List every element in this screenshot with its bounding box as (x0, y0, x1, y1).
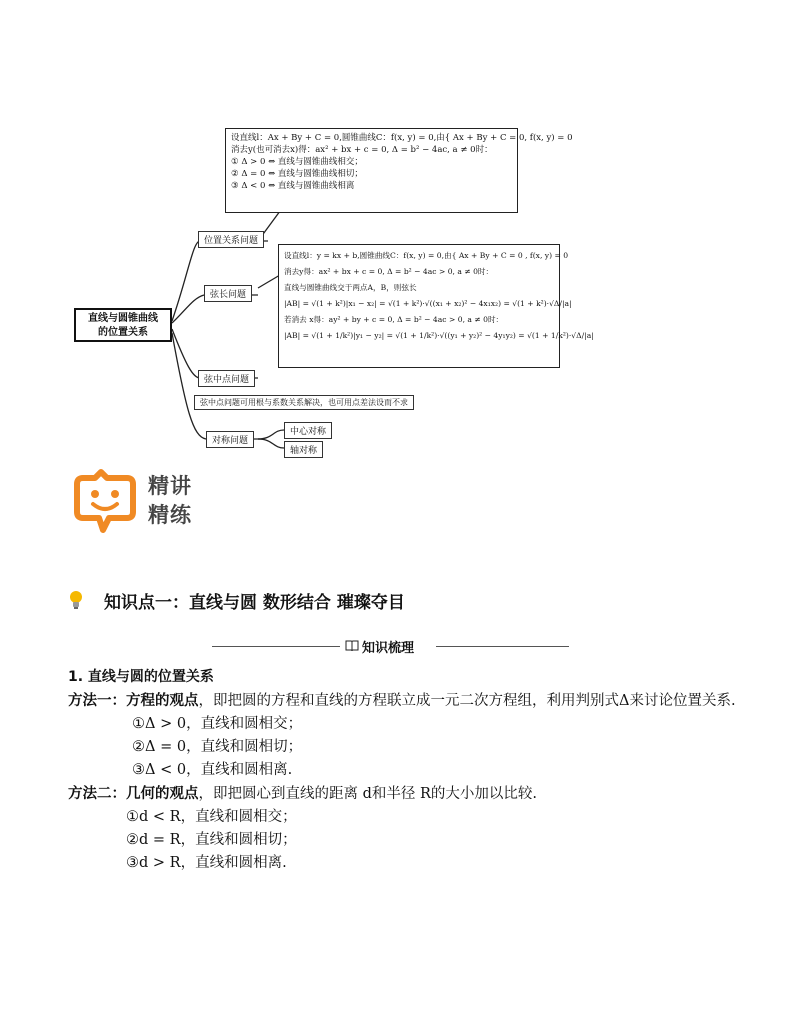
lightbulb-icon (68, 590, 84, 610)
position-relation-box (225, 128, 573, 213)
branch-position: 位置关系问题 (198, 231, 264, 248)
center-line-1: 直线与圆锥曲线 (88, 313, 158, 324)
divider-left (212, 646, 340, 647)
chord-line-3: 直线与圆锥曲线交于两点A，B，则弦长 (284, 283, 417, 292)
position-line-3: ① Δ > 0 ⇔ 直线与圆锥曲线相交； (231, 157, 363, 167)
content-body (68, 666, 738, 875)
method2-label: 方法二：几何的观点 (68, 785, 199, 802)
branch-symmetry: 对称问题 (206, 431, 254, 448)
method1-text: ，即把圆的方程和直线的方程联立成一元二次方程组，利用判别式Δ来讨论位置关系. (198, 693, 736, 709)
m2-item-3: ③d > R，直线和圆相离. (126, 855, 287, 871)
midpoint-note-box: 弦中点问题可用根与系数关系解决，也可用点差法设而不求 (194, 395, 414, 410)
center-line-2: 的位置关系 (98, 327, 148, 338)
book-icon (345, 639, 359, 652)
symmetry-item-center: 中心对称 (284, 422, 332, 439)
method1-label: 方法一：方程的观点 (68, 692, 199, 709)
m2-item-1: ①d < R，直线和圆相交； (126, 809, 297, 825)
position-line-2: 消去y(也可消去x)得：ax² + bx + c = 0, Δ = b² − 4ac, a ≠ 0时： (231, 145, 493, 155)
jingjiang-logo-icon (73, 468, 137, 538)
chord-line-1: 设直线l：y = kx + b,圆锥曲线C：f(x, y) = 0,由{ Ax + By + C = 0 , f(x, y) = 0 (284, 251, 569, 260)
divider-right (436, 646, 569, 647)
divider-label: 知识梳理 (362, 641, 415, 656)
position-line-1: 设直线l：Ax + By + C = 0,圆锥曲线C：f(x, y) = 0,由{ Ax + By + C = 0, f(x, y) = 0 (231, 133, 573, 143)
mind-map-center-node (74, 308, 172, 342)
method2-text: ，即把圆心到直线的距离 d和半径 R的大小加以比较. (198, 786, 538, 802)
m1-item-1: ①Δ > 0，直线和圆相交； (132, 716, 303, 732)
chord-line-6: |AB| = √(1 + 1/k²)|y₁ − y₂| = √(1 + 1/k²)·√((y₁ + y₂)² − 4y₁y₂) = √(1 + 1/k²)·√Δ/|a| (284, 331, 594, 340)
position-line-4: ② Δ = 0 ⇔ 直线与圆锥曲线相切； (231, 169, 363, 179)
chord-line-2: 消去y得：ax² + bx + c = 0, Δ = b² − 4ac > 0, a ≠ 0时： (284, 267, 494, 276)
m2-item-2: ②d = R，直线和圆相切； (126, 832, 297, 848)
method1-paragraph (68, 689, 738, 713)
symmetry-item-axis: 轴对称 (284, 441, 323, 458)
m1-item-3: ③Δ < 0，直线和圆相离. (132, 762, 293, 778)
section-title: 知识点一：直线与圆 数形结合 璀璨夺目 (104, 593, 405, 613)
logo-text-line-2: 精练 (148, 503, 192, 527)
chord-line-5: 若消去 x得：ay² + by + c = 0, Δ = b² − 4ac > 0, a ≠ 0时： (284, 315, 504, 324)
branch-chord: 弦长问题 (204, 285, 252, 302)
content-heading: 1. 直线与圆的位置关系 (68, 669, 214, 685)
branch-midpoint: 弦中点问题 (198, 370, 255, 387)
logo-text-line-1: 精讲 (148, 474, 192, 498)
logo-text (148, 472, 192, 530)
position-line-5: ③ Δ < 0 ⇔ 直线与圆锥曲线相离 (231, 181, 355, 191)
m1-item-2: ②Δ = 0，直线和圆相切； (132, 739, 303, 755)
chord-length-box (278, 244, 594, 368)
mind-map (68, 125, 594, 460)
method2-paragraph (68, 782, 738, 806)
chord-line-4: |AB| = √(1 + k²)|x₁ − x₂| = √(1 + k²)·√((x₁ + x₂)² − 4x₁x₂) = √(1 + k²)·√Δ/|a| (284, 299, 572, 308)
